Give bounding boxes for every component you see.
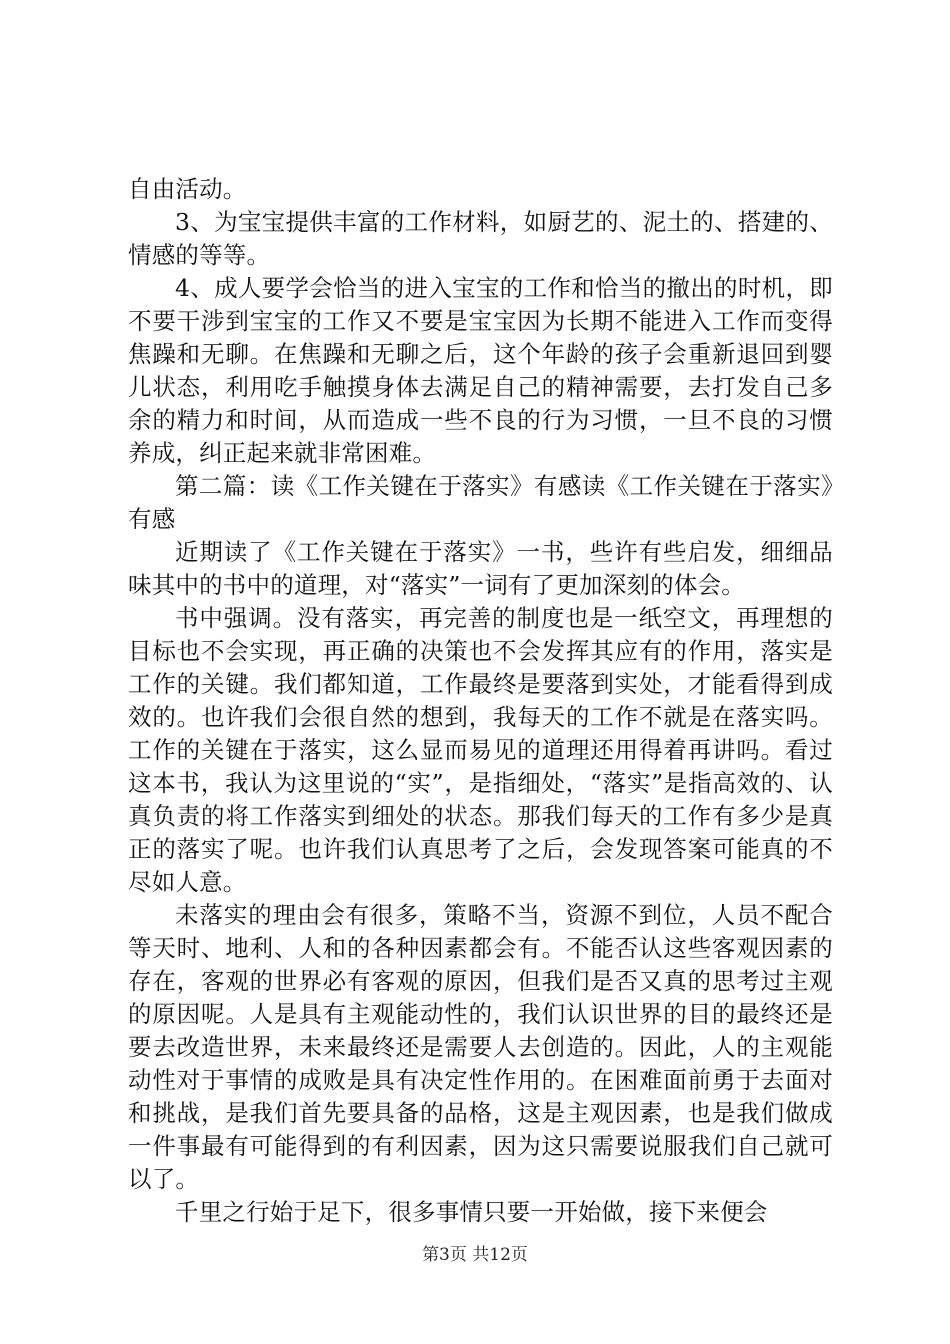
paragraph-2: 3、为宝宝提供丰富的工作材料，如厨艺的、泥土的、搭建的、情感的等等。 xyxy=(128,208,833,269)
paragraph-6: 书中强调。没有落实，再完善的制度也是一纸空文，再理想的目标也不会实现，再正确的决策也不会发挥其应有的作用，落实是工作的关键。我们都知道，工作最终是要落到实处，才能看得到成效的。也许我们会很自然的想到，我每天的工作不就是在落实吗。工作的关键在于落实，这么显而易见的道理还用得着再讲吗。看过这本书，我认为这里说的“实”，是指细处，“落实”是指高效的、认真负责的将工作落实到细处的状态。那我们每天的工作有多少是真正的落实了呢。也许我们认真思考了之后，会发现答案可能真的不尽如人意。 xyxy=(128,604,833,896)
paragraph-8: 千里之行始于足下，很多事情只要一开始做，接下来便会 xyxy=(175,1198,768,1226)
document-body xyxy=(128,173,833,1229)
section-heading: 第二篇：读《工作关键在于落实》有感读《工作关键在于落实》有感 xyxy=(128,472,833,533)
paragraph-1: 自由活动。 xyxy=(128,175,247,203)
paragraph-5: 近期读了《工作关键在于落实》一书，些许有些启发，细细品味其中的书中的道理，对“落实”一词有了更加深刻的体会。 xyxy=(128,538,833,599)
paragraph-3: 4、成人要学会恰当的进入宝宝的工作和恰当的撤出的时机，即不要干涉到宝宝的工作又不要是宝宝因为长期不能进入工作而变得焦躁和无聊。在焦躁和无聊之后，这个年龄的孩子会重新退回到婴儿状态，利用吃手触摸身体去满足自己的精神需要，去打发自己多余的精力和时间，从而造成一些不良的行为习惯，一旦不良的习惯养成，纠正起来就非常困难。 xyxy=(128,274,833,467)
page-footer: 第3页 共12页 xyxy=(422,1245,528,1265)
paragraph-7: 未落实的理由会有很多，策略不当，资源不到位，人员不配合等天时、地利、人和的各种因素都会有。不能否认这些客观因素的存在，客观的世界必有客观的原因，但我们是否又真的思考过主观的原因呢。人是具有主观能动性的，我们认识世界的目的最终还是要去改造世界，未来最终还是需要人去创造的。因此，人的主观能动性对于事情的成败是具有决定性作用的。在困难面前勇于去面对和挑战，是我们首先要具备的品格，这是主观因素，也是我们做成一件事最有可能得到的有利因素，因为这只需要说服我们自己就可以了。 xyxy=(128,901,833,1193)
